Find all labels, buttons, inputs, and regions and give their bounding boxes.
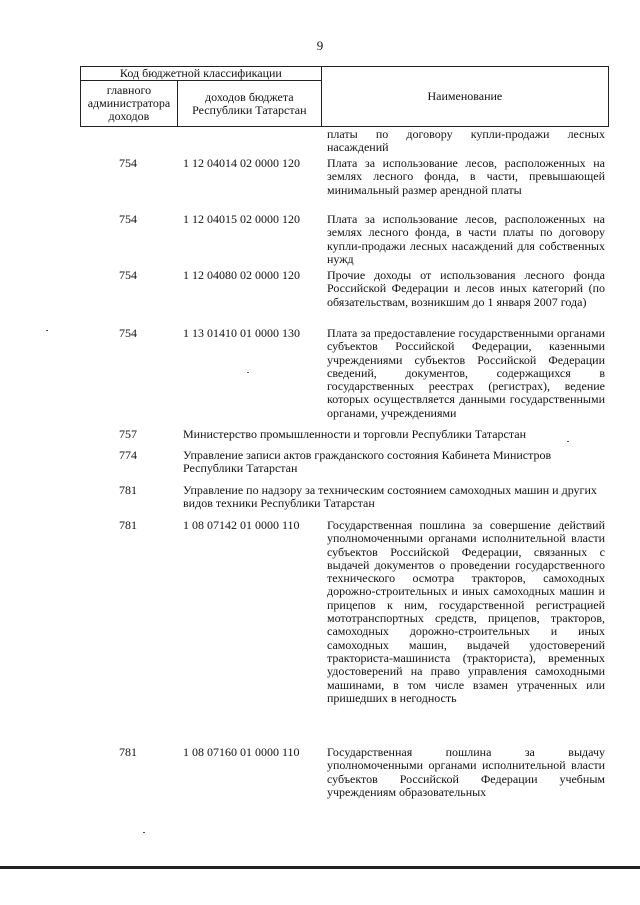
row-admin-code: 757 <box>119 427 137 441</box>
row-name: Плата за использование лесов, расположенных на землях лесного фонда, в части платы по договору купли-продажи лесных насаждений для собственных нужд <box>327 212 605 266</box>
header-group-title: Код бюджетной классификации <box>81 67 322 81</box>
scan-edge-rule <box>0 866 640 869</box>
row-name: Государственная пошлина за выдачу уполномоченными органами исполнительной власти субъектов Российской Федерации учебным учреждениям образовательных <box>327 745 605 799</box>
row-admin-code: 754 <box>119 212 137 226</box>
row-income-code: 1 12 04015 02 0000 120 <box>183 212 300 226</box>
row-name: платы по договору купли-продажи лесных насаждений <box>327 127 605 155</box>
row-income-code: 1 08 07142 01 0000 110 <box>183 518 300 532</box>
scan-speck <box>247 372 249 373</box>
header-col-admin: главного администратора доходов <box>81 81 178 127</box>
row-admin-code: 781 <box>119 518 137 532</box>
header-col-name: Наименование <box>321 67 608 127</box>
table-header <box>80 66 609 127</box>
row-income-code: 1 08 07160 01 0000 110 <box>183 745 300 759</box>
row-name: Плата за предоставление государственными органами субъектов Российской Федерации, казенными учреждениями субъектов Российской Федерации сведений, документов, содержащихся в государственных реестрах (регистрах), ведение которых осуществляется данными государственными органами, учреждениями <box>327 326 605 420</box>
row-name: Министерство промышленности и торговли Республики Татарстан <box>183 427 527 441</box>
row-admin-code: 781 <box>119 745 137 759</box>
scan-speck <box>46 330 48 331</box>
row-admin-code: 781 <box>119 483 137 497</box>
scan-speck <box>143 832 145 833</box>
row-name: Государственная пошлина за совершение действий уполномоченными органами исполнительной власти субъектов Российской Федерации, связанных с выдачей документов о проведении государственного технического осмотра тракторов, самоходных дорожно-строительных и иных самоходных машин и прицепов к ним, государственной регистрацией мототранспортных средств, прицепов, тракторов, самоходных дорожно-строительных и иных самоходных машин, выдачей удостоверений тракториста-машиниста (тракториста), временных удостоверений на право управления самоходными машинами, в том числе взамен утраченных или пришедших в негодность <box>327 518 605 705</box>
row-name: Управление по надзору за техническим состоянием самоходных машин и других видов техники Республики Татарстан <box>183 483 597 511</box>
row-income-code: 1 13 01410 01 0000 130 <box>183 326 300 340</box>
row-income-code: 1 12 04080 02 0000 120 <box>183 268 300 282</box>
row-name: Прочие доходы от использования лесного фонда Российской Федерации и лесов иных категорий (по обязательствам, возникшим до 1 января 2007 года) <box>327 268 605 309</box>
row-admin-code: 774 <box>119 448 137 462</box>
row-name: Плата за использование лесов, расположенных на землях лесного фонда, в части, превышающей минимальный размер арендной платы <box>327 156 605 197</box>
page-number: 9 <box>316 38 324 53</box>
row-income-code: 1 12 04014 02 0000 120 <box>183 156 300 170</box>
row-admin-code: 754 <box>119 326 137 340</box>
header-col-income: доходов бюджета Республики Татарстан <box>177 81 321 127</box>
row-admin-code: 754 <box>119 268 137 282</box>
scan-speck <box>567 441 569 442</box>
row-admin-code: 754 <box>119 156 137 170</box>
row-name: Управление записи актов гражданского состояния Кабинета Министров Республики Татарстан <box>183 448 552 476</box>
